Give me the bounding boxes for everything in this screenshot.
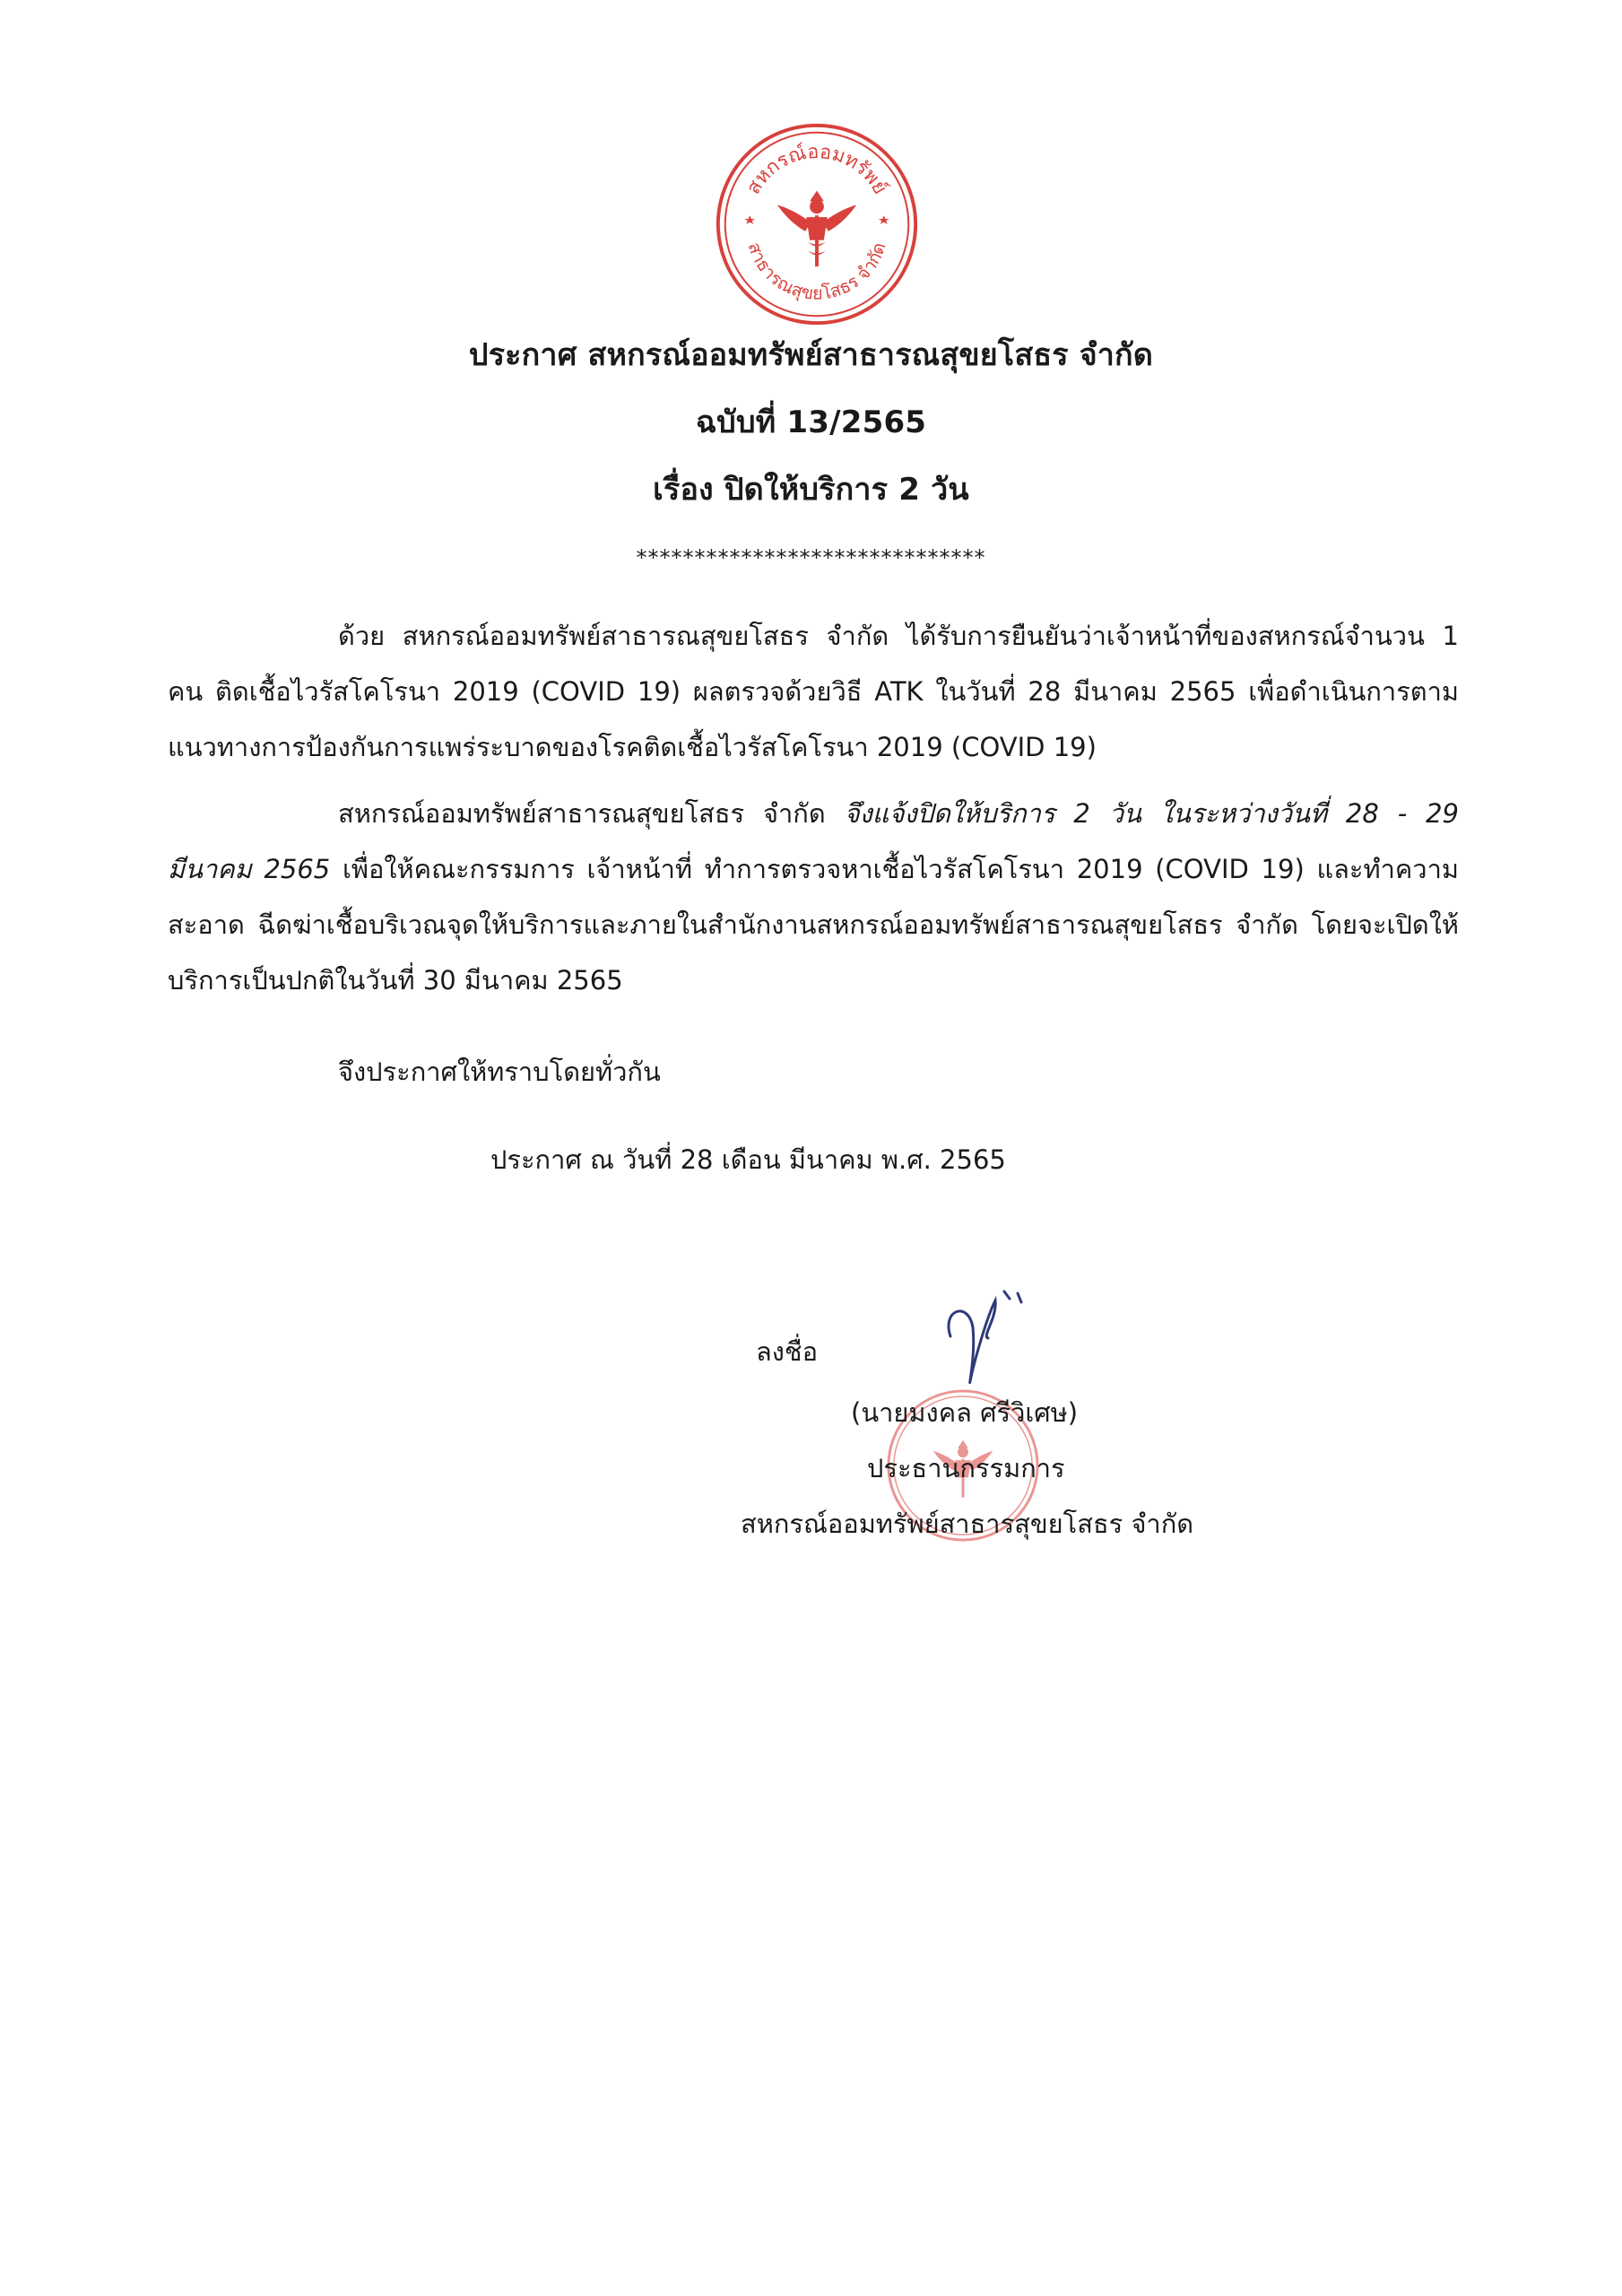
paragraph-2-emphasis: จึงแจ้งปิดให้บริการ 2 วัน ในระหว่างวันที่ 28 - 29 มีนาคม 2565 <box>168 798 1459 884</box>
seal-text-top: สหกรณ์ออมทรัพย์ <box>742 141 892 199</box>
separator-line: ****************************** <box>636 545 986 570</box>
signatory-name: (นายมงคล ศรีวิเศษ) <box>851 1397 1079 1428</box>
body-paragraph-1: ด้วย สหกรณ์ออมทรัพย์สาธารณสุขยโสธร จำกัด ได้รับการยืนยันว่าเจ้าหน้าที่ของสหกรณ์จำนวน 1 คน ติดเชื้อไวรัสโคโรนา 2019 (COVID 19) ผลตรวจด้วยวิธี ATK ในวันที่ 28 มีนาคม 2565 เพื่อดำเนินการตามแนวทางการป้องกันการแพร่ระบาดของโรคติดเชื้อไวรัสโคโรนา 2019 (COVID 19) <box>168 621 1459 762</box>
signatory-title: ประธานกรรมการ <box>867 1453 1065 1483</box>
handwritten-signature-icon <box>932 1274 1067 1399</box>
signatory-organization: สหกรณ์ออมทรัพย์สาธารสุขยโสธร จำกัด <box>741 1509 1194 1539</box>
signature-label: ลงชื่อ <box>756 1336 819 1367</box>
announcement-subject: เรื่อง ปิดให้บริการ 2 วัน <box>653 472 969 508</box>
announcement-title: ประกาศ สหกรณ์ออมทรัพย์สาธารณสุขยโสธร จำกัด <box>468 337 1154 373</box>
body-paragraph-3: จึงประกาศให้ทราบโดยทั่วกัน <box>338 1057 661 1087</box>
seal-text-bottom: สาธารณสุขยโสธร จำกัด <box>743 239 890 304</box>
announcement-number: ฉบับที่ 13/2565 <box>695 404 927 440</box>
body-paragraph-2 <box>168 786 1459 1008</box>
announcement-date: ประกาศ ณ วันที่ 28 เดือน มีนาคม พ.ศ. 2565 <box>490 1144 1006 1175</box>
cooperative-seal-icon <box>711 118 923 330</box>
paragraph-2-lead: สหกรณ์ออมทรัพย์สาธารณสุขยโสธร จำกัด <box>338 798 845 829</box>
paragraph-2-rest: เพื่อให้คณะกรรมการ เจ้าหน้าที่ ทำการตรวจหาเชื้อไวรัสโคโรนา 2019 (COVID 19) และทำความสะอาด ฉีดฆ่าเชื้อบริเวณจุดให้บริการและภายในสำนักงานสหกรณ์ออมทรัพย์สาธารณสุขยโสธร จำกัด โดยจะเปิดให้บริการเป็นปกติในวันที่ 30 มีนาคม 2565 <box>168 854 1459 996</box>
